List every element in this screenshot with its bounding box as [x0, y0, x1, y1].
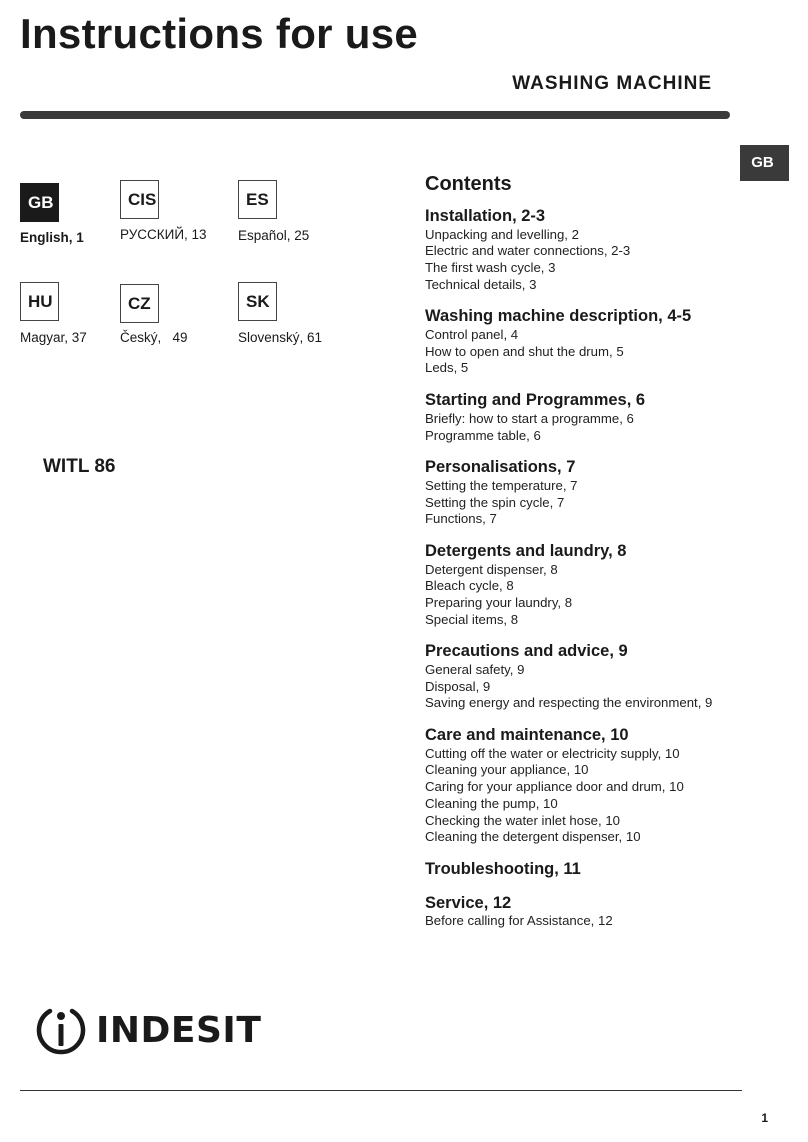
toc-section-title[interactable]: Installation, 2-3 — [425, 207, 546, 225]
toc-item[interactable]: Leds, 5 — [425, 360, 469, 376]
toc-item[interactable]: Detergent dispenser, 8 — [425, 561, 558, 577]
language-code-gb[interactable]: GB — [20, 183, 59, 222]
table-of-contents — [425, 172, 795, 943]
toc-section-programmes — [425, 390, 795, 444]
toc-item[interactable]: Functions, 7 — [425, 511, 497, 527]
toc-item[interactable]: Saving energy and respecting the environment, 9 — [425, 695, 713, 711]
toc-item[interactable]: Disposal, 9 — [425, 678, 491, 694]
document-subtitle: WASHING MACHINE — [512, 73, 712, 94]
toc-item[interactable]: Before calling for Assistance, 12 — [425, 913, 613, 929]
toc-item[interactable]: Control panel, 4 — [425, 327, 519, 343]
toc-section-installation — [425, 206, 795, 293]
toc-item[interactable]: Cleaning your appliance, 10 — [425, 762, 589, 778]
logo-wordmark: INDESIT — [96, 1009, 262, 1051]
language-label-gb: English, 1 — [20, 230, 84, 245]
toc-section-care — [425, 725, 795, 846]
toc-section-title[interactable]: Troubleshooting, 11 — [425, 859, 581, 878]
footer-divider — [20, 1090, 742, 1091]
toc-item[interactable]: The first wash cycle, 3 — [425, 260, 556, 276]
toc-item[interactable]: General safety, 9 — [425, 662, 525, 677]
language-code-hu[interactable]: HU — [20, 282, 59, 321]
toc-section-title[interactable]: Personalisations, 7 — [425, 458, 576, 477]
toc-item[interactable]: Briefly: how to start a programme, 6 — [425, 410, 634, 426]
toc-item[interactable]: Preparing your laundry, 8 — [425, 594, 573, 610]
toc-section-personalisations — [425, 457, 795, 528]
indesit-logo-icon — [34, 1003, 88, 1057]
language-code-es[interactable]: ES — [238, 180, 277, 219]
toc-section-title[interactable]: Service, 12 — [425, 893, 512, 912]
toc-section-troubleshooting — [425, 859, 795, 880]
language-label-sk: Slovenský, 61 — [238, 330, 323, 345]
header-divider — [20, 111, 730, 119]
toc-item[interactable]: Programme table, 6 — [425, 427, 541, 443]
document-title: Instructions for use — [20, 10, 419, 57]
toc-section-title[interactable]: Starting and Programmes, 6 — [425, 391, 646, 410]
indesit-logo — [34, 1003, 261, 1057]
toc-item[interactable]: Checking the water inlet hose, 10 — [425, 812, 620, 828]
toc-item[interactable]: Caring for your appliance door and drum, 10 — [425, 779, 684, 795]
toc-section-title[interactable]: Detergents and laundry, 8 — [425, 541, 627, 560]
language-tab: GB — [740, 145, 789, 181]
toc-item[interactable]: Setting the spin cycle, 7 — [425, 494, 565, 510]
toc-item[interactable]: How to open and shut the drum, 5 — [425, 343, 624, 359]
toc-section-title[interactable]: Care and maintenance, 10 — [425, 726, 629, 745]
toc-section-title[interactable]: Washing machine description, 4-5 — [425, 307, 692, 326]
toc-section-precautions — [425, 641, 795, 712]
language-code-cz[interactable]: CZ — [120, 284, 159, 323]
language-code-cis[interactable]: CIS — [120, 180, 159, 219]
toc-section-detergents — [425, 541, 795, 628]
language-code-sk[interactable]: SK — [238, 282, 277, 321]
language-label-hu: Magyar, 37 — [20, 330, 87, 345]
toc-item[interactable]: Technical details, 3 — [425, 276, 537, 292]
toc-item[interactable]: Unpacking and levelling, 2 — [425, 226, 579, 242]
language-label-es: Español, 25 — [238, 228, 310, 243]
toc-item[interactable]: Cleaning the pump, 10 — [425, 795, 558, 811]
page-number: 1 — [761, 1111, 768, 1125]
language-label-cis: РУССКИЙ, 13 — [120, 227, 207, 242]
toc-item[interactable]: Electric and water connections, 2-3 — [425, 243, 631, 259]
language-label-cz: Český, 49 — [120, 330, 188, 345]
toc-item[interactable]: Cutting off the water or electricity supply, 10 — [425, 745, 680, 761]
contents-heading: Contents — [425, 173, 512, 195]
toc-item[interactable]: Bleach cycle, 8 — [425, 578, 514, 594]
toc-section-service — [425, 893, 795, 930]
model-name: WITL 86 — [43, 456, 116, 477]
toc-item[interactable]: Special items, 8 — [425, 611, 519, 627]
toc-item[interactable]: Setting the temperature, 7 — [425, 477, 578, 493]
toc-item[interactable]: Cleaning the detergent dispenser, 10 — [425, 829, 641, 845]
toc-section-description — [425, 306, 795, 377]
toc-section-title[interactable]: Precautions and advice, 9 — [425, 642, 628, 661]
